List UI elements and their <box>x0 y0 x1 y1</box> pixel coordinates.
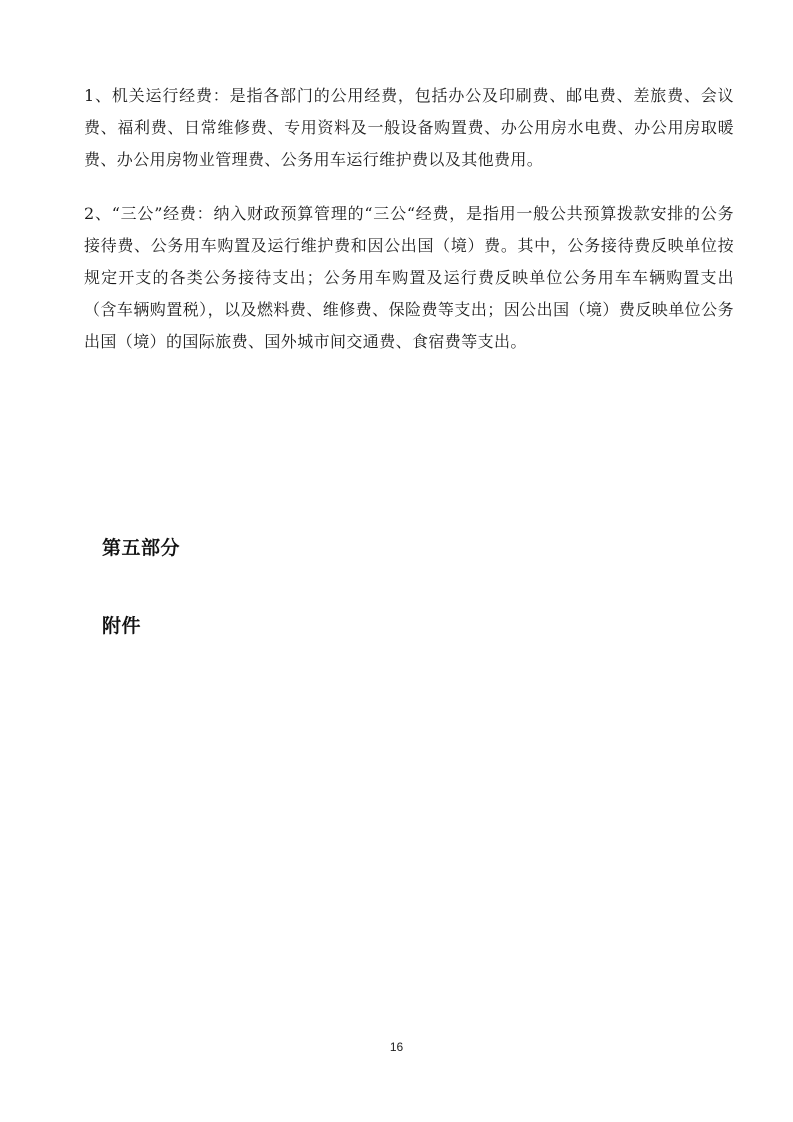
section-heading: 第五部分 <box>102 537 181 559</box>
page-number: 16 <box>389 1040 404 1054</box>
paragraph-three-public-expenses: 2、“三公”经费：纳入财政预算管理的“三公“经费，是指用一般公共预算拨款安排的公务接待费、公务用车购置及运行维护费和因公出国（境）费。其中，公务接待费反映单位按规定开支的各类公务接待支出；公务用车购置及运行费反映单位公务用车车辆购置支出（含车辆购置税），以及燃料费、维修费、保险费等支出；因公出国（境）费反映单位公务出国（境）的国际旅费、国外城市间交通费、食宿费等支出。 <box>84 204 734 351</box>
paragraph-operating-expenses: 1、机关运行经费：是指各部门的公用经费，包括办公及印刷费、邮电费、差旅费、会议费、福利费、日常维修费、专用资料及一般设备购置费、办公用房水电费、办公用房取暖费、办公用房物业管理费、公务用车运行维护费以及其他费用。 <box>84 86 734 169</box>
appendix-heading: 附件 <box>102 615 142 637</box>
